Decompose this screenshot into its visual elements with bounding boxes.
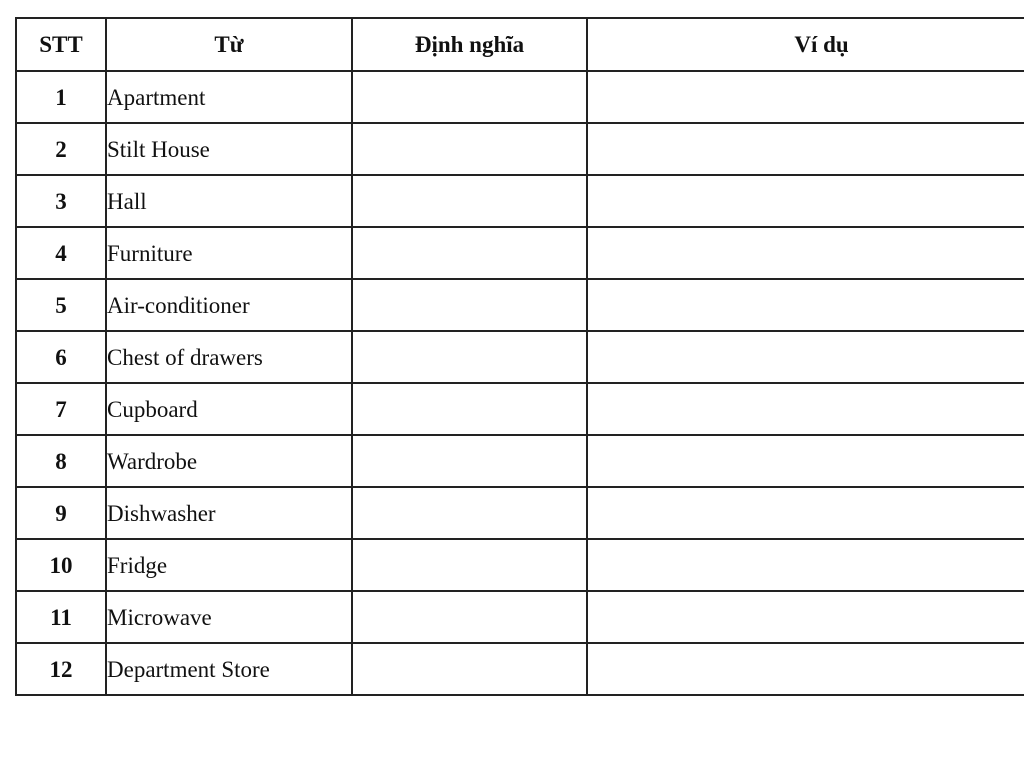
vocab-word: Chest of drawers: [106, 331, 352, 383]
row-number: 2: [16, 123, 106, 175]
table-row: [16, 123, 1024, 175]
table-row: [16, 643, 1024, 695]
row-number: 6: [16, 331, 106, 383]
definition-cell[interactable]: [352, 643, 587, 695]
example-cell[interactable]: [587, 591, 1024, 643]
definition-cell[interactable]: [352, 123, 587, 175]
example-cell[interactable]: [587, 279, 1024, 331]
row-number: 10: [16, 539, 106, 591]
table-row: [16, 539, 1024, 591]
definition-cell[interactable]: [352, 71, 587, 123]
row-number: 8: [16, 435, 106, 487]
vocab-word: Wardrobe: [106, 435, 352, 487]
table-row: [16, 487, 1024, 539]
example-cell[interactable]: [587, 643, 1024, 695]
definition-cell[interactable]: [352, 227, 587, 279]
row-number: 12: [16, 643, 106, 695]
vocab-word: Air-conditioner: [106, 279, 352, 331]
header-stt: STT: [16, 18, 106, 71]
vocab-word: Microwave: [106, 591, 352, 643]
table-row: [16, 279, 1024, 331]
row-number: 7: [16, 383, 106, 435]
vocab-word: Furniture: [106, 227, 352, 279]
definition-cell[interactable]: [352, 279, 587, 331]
table-body: [16, 71, 1024, 695]
row-number: 1: [16, 71, 106, 123]
example-cell[interactable]: [587, 487, 1024, 539]
table-row: [16, 331, 1024, 383]
example-cell[interactable]: [587, 227, 1024, 279]
example-cell[interactable]: [587, 71, 1024, 123]
row-number: 11: [16, 591, 106, 643]
example-cell[interactable]: [587, 175, 1024, 227]
row-number: 5: [16, 279, 106, 331]
definition-cell[interactable]: [352, 435, 587, 487]
definition-cell[interactable]: [352, 539, 587, 591]
table-row: [16, 435, 1024, 487]
definition-cell[interactable]: [352, 487, 587, 539]
vocab-word: Dishwasher: [106, 487, 352, 539]
vocab-word: Fridge: [106, 539, 352, 591]
header-word: Từ: [106, 18, 352, 71]
table-header: [16, 18, 1024, 71]
definition-cell[interactable]: [352, 383, 587, 435]
vocabulary-table: [15, 17, 1024, 696]
row-number: 9: [16, 487, 106, 539]
header-row: [16, 18, 1024, 71]
vocab-word: Hall: [106, 175, 352, 227]
example-cell[interactable]: [587, 539, 1024, 591]
vocab-word: Apartment: [106, 71, 352, 123]
vocab-word: Department Store: [106, 643, 352, 695]
vocab-word: Cupboard: [106, 383, 352, 435]
header-example: Ví dụ: [587, 18, 1024, 71]
vocab-word: Stilt House: [106, 123, 352, 175]
table-row: [16, 71, 1024, 123]
definition-cell[interactable]: [352, 175, 587, 227]
definition-cell[interactable]: [352, 591, 587, 643]
table-row: [16, 591, 1024, 643]
example-cell[interactable]: [587, 435, 1024, 487]
row-number: 4: [16, 227, 106, 279]
example-cell[interactable]: [587, 331, 1024, 383]
example-cell[interactable]: [587, 383, 1024, 435]
table-row: [16, 383, 1024, 435]
row-number: 3: [16, 175, 106, 227]
table-row: [16, 175, 1024, 227]
table-row: [16, 227, 1024, 279]
example-cell[interactable]: [587, 123, 1024, 175]
definition-cell[interactable]: [352, 331, 587, 383]
header-definition: Định nghĩa: [352, 18, 587, 71]
